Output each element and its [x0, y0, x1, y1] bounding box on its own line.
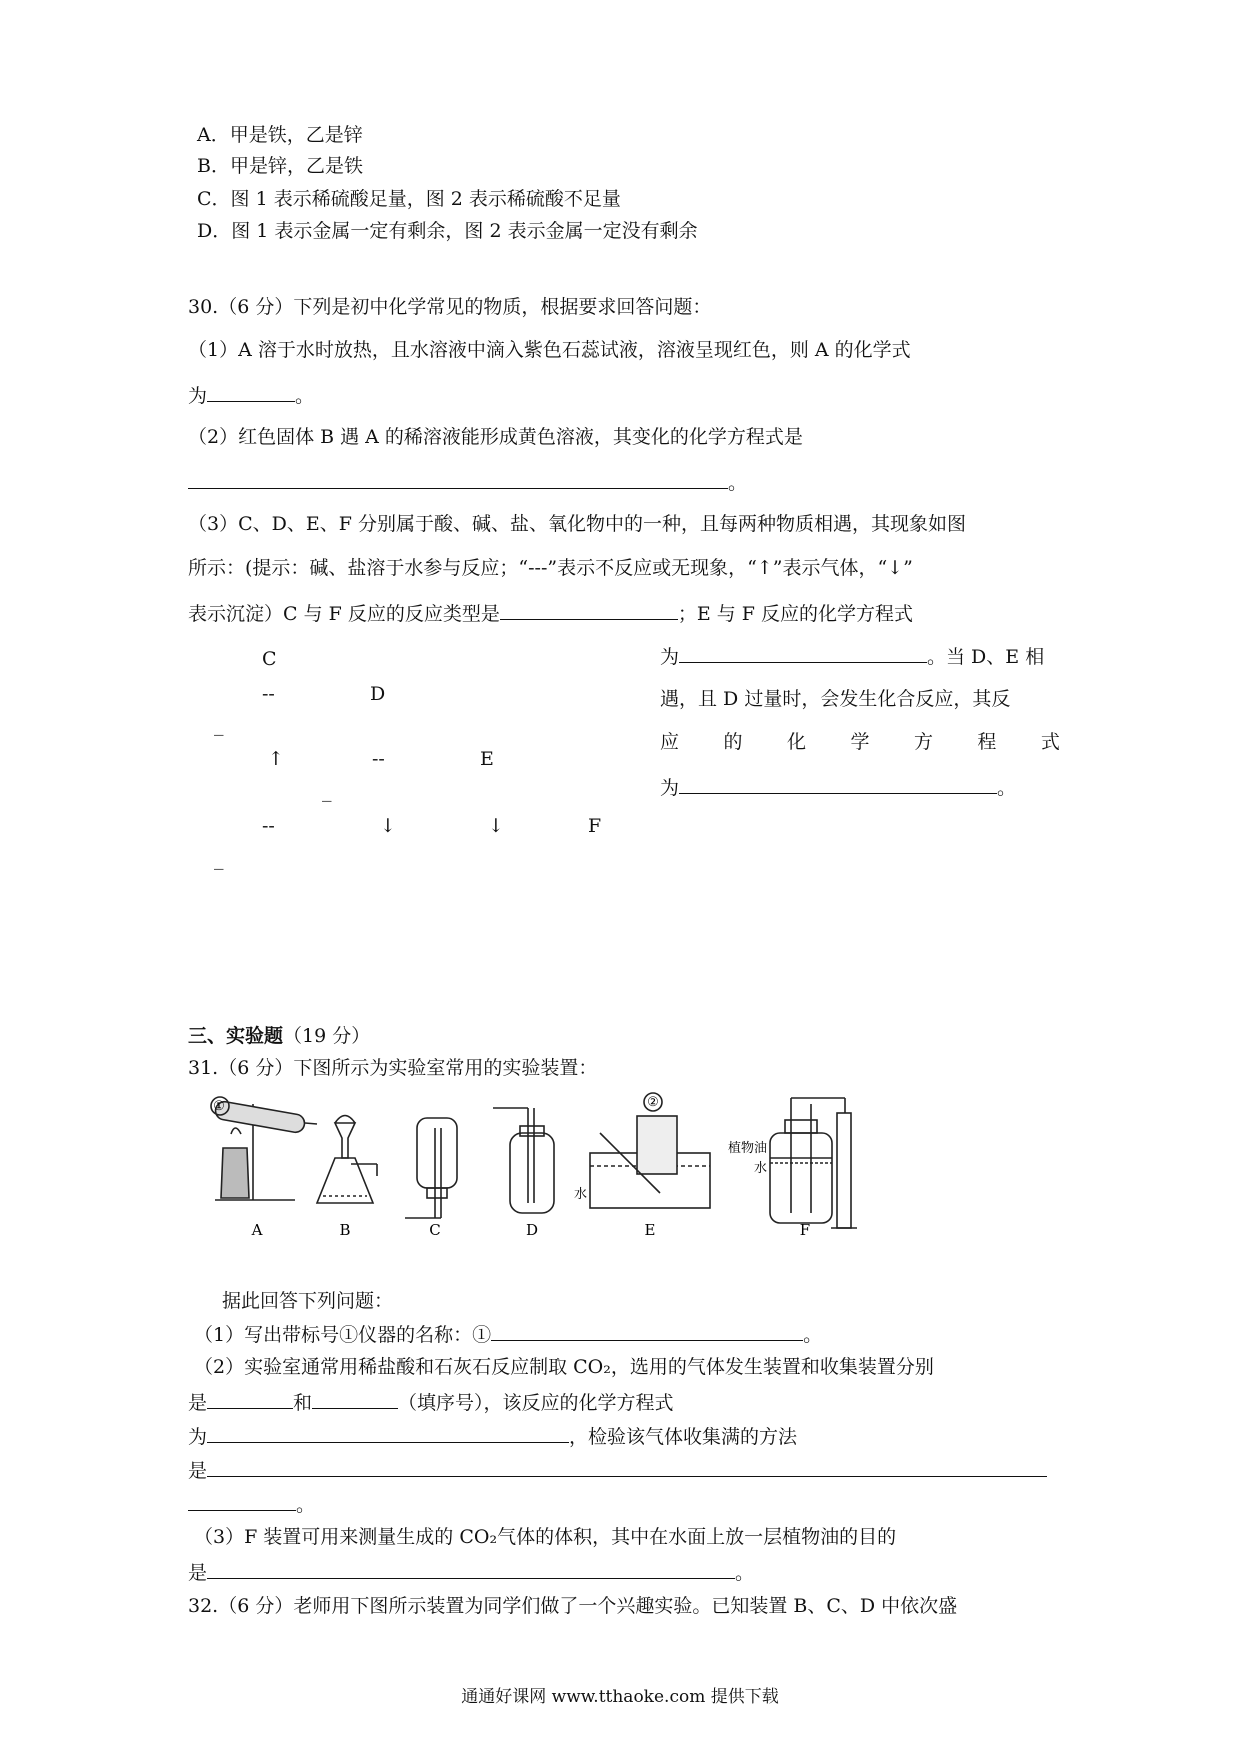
q30-part3-line2: 所示：(提示：碱、盐溶于水参与反应；“---”表示不反应或无现象，“↑”表示气体，“↓” [188, 557, 913, 579]
grid-label-c: C [262, 648, 277, 670]
apparatus-c-collection [405, 1118, 457, 1218]
label-water-e: 水 [573, 1187, 587, 1202]
q30-part2-line1: （2）红色固体 B 遇 A 的稀溶液能形成黄色溶液，其变化的化学方程式是 [188, 426, 803, 448]
q31-part3-line2: 是 。 [188, 1558, 754, 1586]
q31-part3-line1: （3）F 装置可用来测量生成的 CO₂气体的体积，其中在水面上放一层植物油的目的 [194, 1526, 897, 1548]
label-vegetable-oil: 植物油 [727, 1141, 767, 1156]
circle-label-1: ① [213, 1099, 225, 1114]
answer-blank-collector[interactable] [312, 1388, 398, 1409]
q30-part1-line2: 为 。 [188, 381, 314, 409]
q30-right-line4: 为 。 [660, 773, 1016, 801]
q31-part1: （1）写出带标号①仪器的名称：① 。 [194, 1320, 822, 1348]
grid-de-no-reaction: -- [372, 748, 385, 770]
q30-right-line2: 遇，且 D 过量时，会发生化合反应，其反 [660, 688, 1011, 710]
option-c: C．图 1 表示稀硫酸足量，图 2 表示稀硫酸不足量 [197, 188, 621, 210]
lab-apparatus-figure [205, 1088, 925, 1238]
option-b: B．甲是锌，乙是铁 [197, 155, 363, 177]
q30-part2-line2: 。 [188, 468, 747, 496]
grid-ef-precipitate-arrow: ↓ [488, 815, 504, 837]
grid-label-f: F [588, 815, 602, 837]
q31-stem: 31.（6 分）下图所示为实验室常用的实验装置： [188, 1057, 598, 1079]
grid-cd-no-reaction: -- [262, 683, 275, 705]
grid-dash-1: _ [214, 714, 224, 736]
answer-blank-check-method-cont[interactable] [188, 1490, 296, 1511]
answer-blank-reaction-type[interactable] [500, 599, 678, 620]
option-d: D．图 1 表示金属一定有剩余，图 2 表示金属一定没有剩余 [197, 220, 698, 242]
q32-stem: 32.（6 分）老师用下图所示装置为同学们做了一个兴趣实验。已知装置 B、C、D 中依次盛 [188, 1595, 958, 1617]
apparatus-d-collection [493, 1108, 554, 1213]
q30-right-line1: 为 。当 D、E 相 [660, 642, 1044, 670]
apparatus-label-f: F [799, 1221, 811, 1238]
q31-part2-line1: （2）实验室通常用稀盐酸和石灰石反应制取 CO₂，选用的气体发生装置和收集装置分别 [194, 1356, 934, 1378]
answer-blank-generator[interactable] [207, 1388, 293, 1409]
apparatus-e-water-trough [590, 1093, 710, 1208]
apparatus-label-c: C [429, 1221, 441, 1238]
q31-intro: 据此回答下列问题： [222, 1290, 394, 1312]
page-footer: 通通好课网 www.tthaoke.com 提供下载 [461, 1687, 779, 1707]
q31-part2-line4: 是 [188, 1456, 1047, 1484]
answer-blank-equation-ef[interactable] [679, 642, 927, 663]
grid-label-d: D [370, 683, 386, 705]
grid-dash-3: _ [214, 848, 224, 870]
apparatus-label-d: D [525, 1221, 539, 1238]
answer-blank-oil-purpose[interactable] [207, 1558, 735, 1579]
answer-blank-check-method[interactable] [207, 1456, 1047, 1477]
apparatus-label-a: A [251, 1221, 263, 1238]
apparatus-f-gas-volume [770, 1098, 857, 1228]
q30-right-line3: 应 的 化 学 方 程 式 [660, 731, 1060, 753]
grid-dash-2: _ [322, 780, 332, 802]
answer-blank-equation-b[interactable] [188, 468, 728, 489]
q30-part3-line3: 表示沉淀）C 与 F 反应的反应类型是 ；E 与 F 反应的化学方程式 [188, 599, 913, 627]
q31-part2-line2: 是 和 （填序号），该反应的化学方程式 [188, 1388, 674, 1416]
label-water-f: 水 [753, 1161, 767, 1176]
q30-stem: 30.（6 分）下列是初中化学常见的物质，根据要求回答问题： [188, 296, 712, 318]
q31-part2-line3: 为 ，检验该气体收集满的方法 [188, 1422, 797, 1450]
option-a: A．甲是铁，乙是锌 [197, 124, 363, 146]
q31-part2-line5: 。 [188, 1490, 315, 1518]
circle-label-2: ② [647, 1095, 659, 1110]
grid-ce-gas-arrow: ↑ [268, 748, 284, 770]
answer-blank-formula-a[interactable] [207, 381, 295, 402]
apparatus-label-b: B [339, 1221, 351, 1238]
answer-blank-equation-de[interactable] [679, 773, 997, 794]
grid-df-precipitate-arrow: ↓ [380, 815, 396, 837]
section-3-heading: 三、实验题（19 分） [188, 1025, 371, 1047]
grid-cf-no-reaction: -- [262, 815, 275, 837]
grid-label-e: E [480, 748, 494, 770]
q30-part3-line1: （3）C、D、E、F 分别属于酸、碱、盐、氧化物中的一种，且每两种物质相遇，其现象如图 [188, 513, 966, 535]
apparatus-a-test-tube-heater [211, 1097, 317, 1200]
q30-part1-line1: （1）A 溶于水时放热，且水溶液中滴入紫色石蕊试液，溶液呈现红色，则 A 的化学式 [188, 339, 911, 361]
apparatus-label-e: E [644, 1221, 656, 1238]
answer-blank-co2-equation[interactable] [207, 1422, 569, 1443]
answer-blank-instrument-name[interactable] [491, 1320, 803, 1341]
apparatus-b-flask-funnel [317, 1116, 377, 1204]
